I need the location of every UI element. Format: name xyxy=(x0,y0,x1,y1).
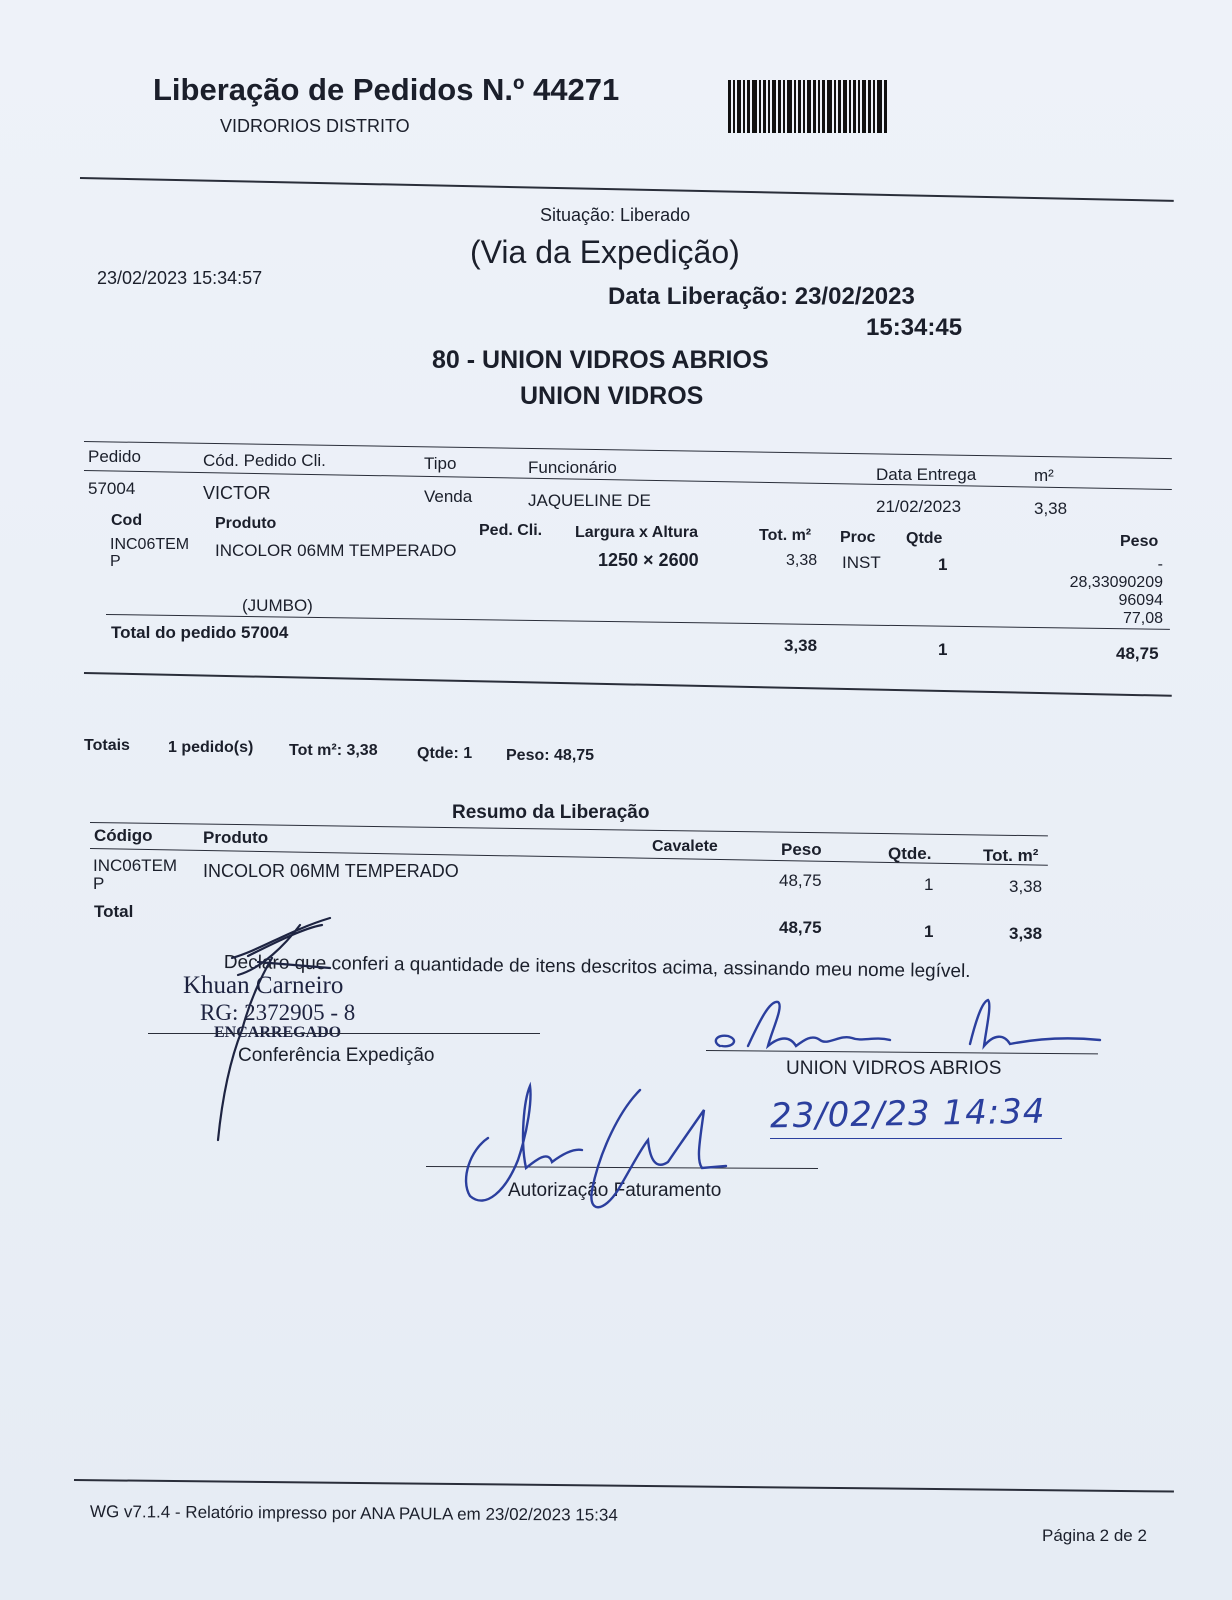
order-total-qtde: 1 xyxy=(938,640,948,659)
summary-header-produto: Produto xyxy=(203,828,269,847)
order-cod-pedido-cli: VICTOR xyxy=(203,483,271,503)
item-peso-line3: 77,08 xyxy=(1122,610,1163,627)
col-header-tipo: Tipo xyxy=(424,454,457,473)
item-header-peso: Peso xyxy=(1120,533,1159,550)
summary-header-cavalete: Cavalete xyxy=(652,838,718,855)
item-header-produto: Produto xyxy=(215,515,277,532)
col-header-data-entrega: Data Entrega xyxy=(876,465,977,484)
totals-peso: Peso: 48,75 xyxy=(506,747,595,764)
totals-pedidos: 1 pedido(s) xyxy=(168,739,254,756)
summary-header-qtde: Qtde. xyxy=(888,844,932,863)
item-cod-line2: P xyxy=(110,553,121,570)
client-signature-line xyxy=(706,1050,1098,1054)
item-tot-m2: 3,38 xyxy=(786,552,818,569)
client-name: 80 - UNION VIDROS ABRIOS xyxy=(432,346,769,374)
release-time: 15:34:45 xyxy=(866,314,963,341)
page-number: Página 2 de 2 xyxy=(1042,1526,1147,1545)
item-peso xyxy=(1060,556,1163,628)
company-name: VIDRORIOS DISTRITO xyxy=(220,116,410,136)
col-header-funcionario: Funcionário xyxy=(528,458,617,477)
item-header-tot-m2: Tot. m² xyxy=(759,527,812,544)
summary-row-codigo-line2: P xyxy=(93,874,105,893)
summary-row-qtde: 1 xyxy=(924,875,934,894)
order-data-entrega: 21/02/2023 xyxy=(876,497,962,516)
item-produto-obs: (JUMBO) xyxy=(242,596,313,615)
autorizacao-label: Autorização Faturamento xyxy=(508,1180,722,1201)
totals-qtde: Qtde: 1 xyxy=(417,745,473,762)
item-header-largura-altura: Largura x Altura xyxy=(575,524,698,541)
order-funcionario: JAQUELINE DE xyxy=(528,491,651,510)
header-divider xyxy=(80,177,1174,202)
declaration-text: Declaro que conferi a quantidade de itens descritos acima, assinando meu nome legível. xyxy=(223,952,971,983)
item-cod-line1: INC06TEM xyxy=(110,536,190,553)
item-cod xyxy=(110,536,189,570)
summary-total-peso: 48,75 xyxy=(779,918,822,937)
item-peso-line2: 96094 xyxy=(1118,592,1163,609)
status-text: Situação: Liberado xyxy=(540,205,691,225)
conferencia-label: Conferência Expedição xyxy=(238,1045,435,1066)
order-pedido: 57004 xyxy=(88,479,136,498)
item-dimensoes: 1250 × 2600 xyxy=(598,550,699,570)
summary-title: Resumo da Liberação xyxy=(452,802,650,823)
order-m2: 3,38 xyxy=(1034,499,1068,518)
summary-row-codigo-line1: INC06TEM xyxy=(93,856,178,875)
col-header-pedido: Pedido xyxy=(88,447,141,466)
handwritten-date: 23/02/23 14:34 xyxy=(769,1091,1046,1137)
client-trade-name: UNION VIDROS xyxy=(520,382,704,410)
client-signature xyxy=(716,1000,1100,1046)
document-title: Liberação de Pedidos N.º 44271 xyxy=(153,72,620,107)
client-signature-label: UNION VIDROS ABRIOS xyxy=(786,1058,1002,1079)
conferencia-signature-line xyxy=(148,1033,540,1034)
item-proc: INST xyxy=(842,553,881,572)
item-peso-dash: - xyxy=(1157,556,1163,573)
col-header-cod-pedido-cli: Cód. Pedido Cli. xyxy=(203,451,326,470)
item-peso-line1: 28,33090209 xyxy=(1069,574,1163,591)
totals-tot-m2: Tot m²: 3,38 xyxy=(289,742,378,759)
order-table-bottom-rule xyxy=(84,672,1172,697)
summary-total-tot-m2: 3,38 xyxy=(1009,924,1043,943)
item-header-qtde: Qtde xyxy=(906,530,943,547)
summary-header-codigo: Código xyxy=(94,826,153,845)
summary-total-qtde: 1 xyxy=(924,922,934,941)
handwritten-date-underline xyxy=(770,1138,1062,1139)
summary-row-codigo xyxy=(93,857,177,893)
order-total-tot-m2: 3,38 xyxy=(784,636,818,655)
summary-header-peso: Peso xyxy=(781,840,822,859)
summary-row-tot-m2: 3,38 xyxy=(1009,877,1043,896)
stamp-name: Khuan Carneiro xyxy=(183,972,344,999)
footer-divider xyxy=(74,1479,1174,1493)
item-header-ped-cli: Ped. Cli. xyxy=(479,522,543,539)
barcode xyxy=(728,80,921,133)
stamp-role: ENCARREGADO xyxy=(214,1024,342,1041)
footer-report-info: WG v7.1.4 - Relatório impresso por ANA PAULA em 23/02/2023 15:34 xyxy=(89,1502,618,1525)
totals-label: Totais xyxy=(84,737,130,754)
autorizacao-signature-line xyxy=(426,1166,818,1169)
item-header-cod: Cod xyxy=(111,512,143,529)
stamp-rg: RG: 2372905 - 8 xyxy=(200,1000,356,1025)
print-datetime: 23/02/2023 15:34:57 xyxy=(97,268,263,288)
order-total-peso: 48,75 xyxy=(1116,644,1159,663)
via-label: (Via da Expedição) xyxy=(470,234,740,270)
col-header-m2: m² xyxy=(1034,466,1054,485)
order-total-label: Total do pedido 57004 xyxy=(111,623,289,642)
summary-row-produto: INCOLOR 06MM TEMPERADO xyxy=(203,861,459,881)
summary-row-peso: 48,75 xyxy=(779,871,822,890)
summary-header-tot-m2: Tot. m² xyxy=(983,846,1039,865)
item-produto: INCOLOR 06MM TEMPERADO xyxy=(215,541,457,560)
item-qtde: 1 xyxy=(938,555,948,574)
item-header-proc: Proc xyxy=(840,529,876,546)
release-date: Data Liberação: 23/02/2023 xyxy=(608,283,915,310)
order-tipo: Venda xyxy=(424,487,473,506)
summary-total-label: Total xyxy=(94,902,134,921)
